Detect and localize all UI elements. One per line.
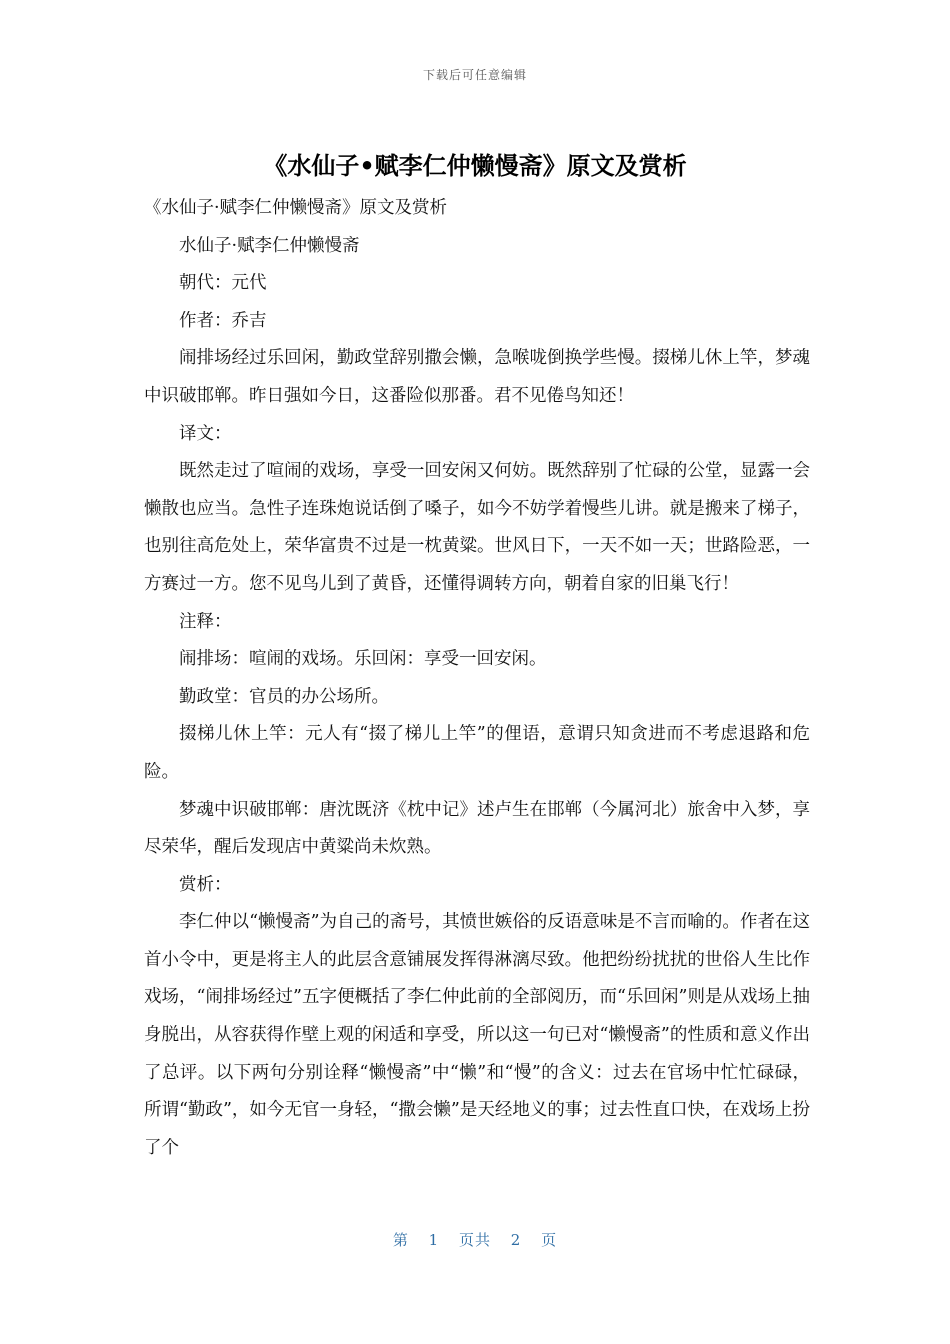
note-item: 勤政堂：官员的办公场所。 — [179, 686, 389, 707]
total-pages-number: 2 — [510, 1231, 522, 1249]
translation-text: 既然走过了喧闹的戏场，享受一回安闲又何妨。既然辞别了忙碌的公堂，显露一会懒散也应当。急性子连珠炮说话倒了嗓子，如今不妨学着慢些儿讲。就是搬来了梯子，也别往高危处上，荣华富贵不过是一枕黄粱。世风日下，一天不如一天；世路险恶，一方赛过一方。您不见鸟儿到了黄昏，还懂得调转方向，朝着自家的旧巢飞行！ — [144, 461, 810, 594]
note-item: 掇梯儿休上竿：元人有“掇了梯儿上竿”的俚语，意谓只知贪进而不考虑退路和危险。 — [144, 724, 810, 782]
analysis-text: 李仁仲以“懒慢斋”为自己的斋号，其愤世嫉俗的反语意味是不言而喻的。作者在这首小令中，更是将主人的此层含意铺展发挥得淋漓尽致。他把纷纷扰扰的世俗人生比作戏场，“闹排场经过”五字便概括了李仁仲此前的全部阅历，而“乐回闲”则是从戏场上抽身脱出，从容获得作壁上观的闲适和享受，所以这一句已对“懒慢斋”的性质和意义作出了总评。以下两句分别诠释“懒慢斋”中“懒”和“慢”的含义：过去在官场中忙忙碌碌，所谓“勤政”，如今无官一身轻，“撒会懒”是天经地义的事；过去性直口快，在戏场上扮了个 — [144, 912, 810, 1158]
note-item: 闹排场：喧闹的戏场。乐回闲：享受一回安闲。 — [179, 649, 547, 670]
current-page-number: 1 — [428, 1231, 440, 1249]
document-body — [144, 190, 810, 1167]
note-item: 梦魂中识破邯郸：唐沈既济《枕中记》述卢生在邯郸（今属河北）旅舍中入梦，享尽荣华，醒后发现店中黄粱尚未炊熟。 — [144, 799, 810, 858]
page-label-prefix: 第 — [392, 1231, 409, 1249]
header-note: 下载后可任意编辑 — [422, 68, 527, 82]
poem-text: 闹排场经过乐回闲，勤政堂辞别撒会懒，急喉咙倒换学些慢。掇梯儿休上竿，梦魂中识破邯郸。昨日强如今日，这番险似那番。君不见倦鸟知还！ — [144, 348, 810, 406]
page-label-suffix: 页 — [541, 1231, 558, 1249]
page-label-mid: 页共 — [458, 1231, 491, 1249]
document-title: 《水仙子•赋李仁仲懒慢斋》原文及赏析 — [263, 152, 687, 180]
dynasty-line: 朝代：元代 — [179, 273, 267, 294]
page-footer — [0, 1229, 950, 1250]
poem-title: 水仙子·赋李仁仲懒慢斋 — [179, 235, 360, 256]
analysis-heading: 赏析： — [179, 874, 232, 895]
notes-heading: 注释： — [179, 611, 232, 632]
translation-heading: 译文： — [179, 423, 232, 444]
author-line: 作者：乔吉 — [179, 310, 267, 331]
subtitle: 《水仙子·赋李仁仲懒慢斋》原文及赏析 — [144, 198, 448, 218]
